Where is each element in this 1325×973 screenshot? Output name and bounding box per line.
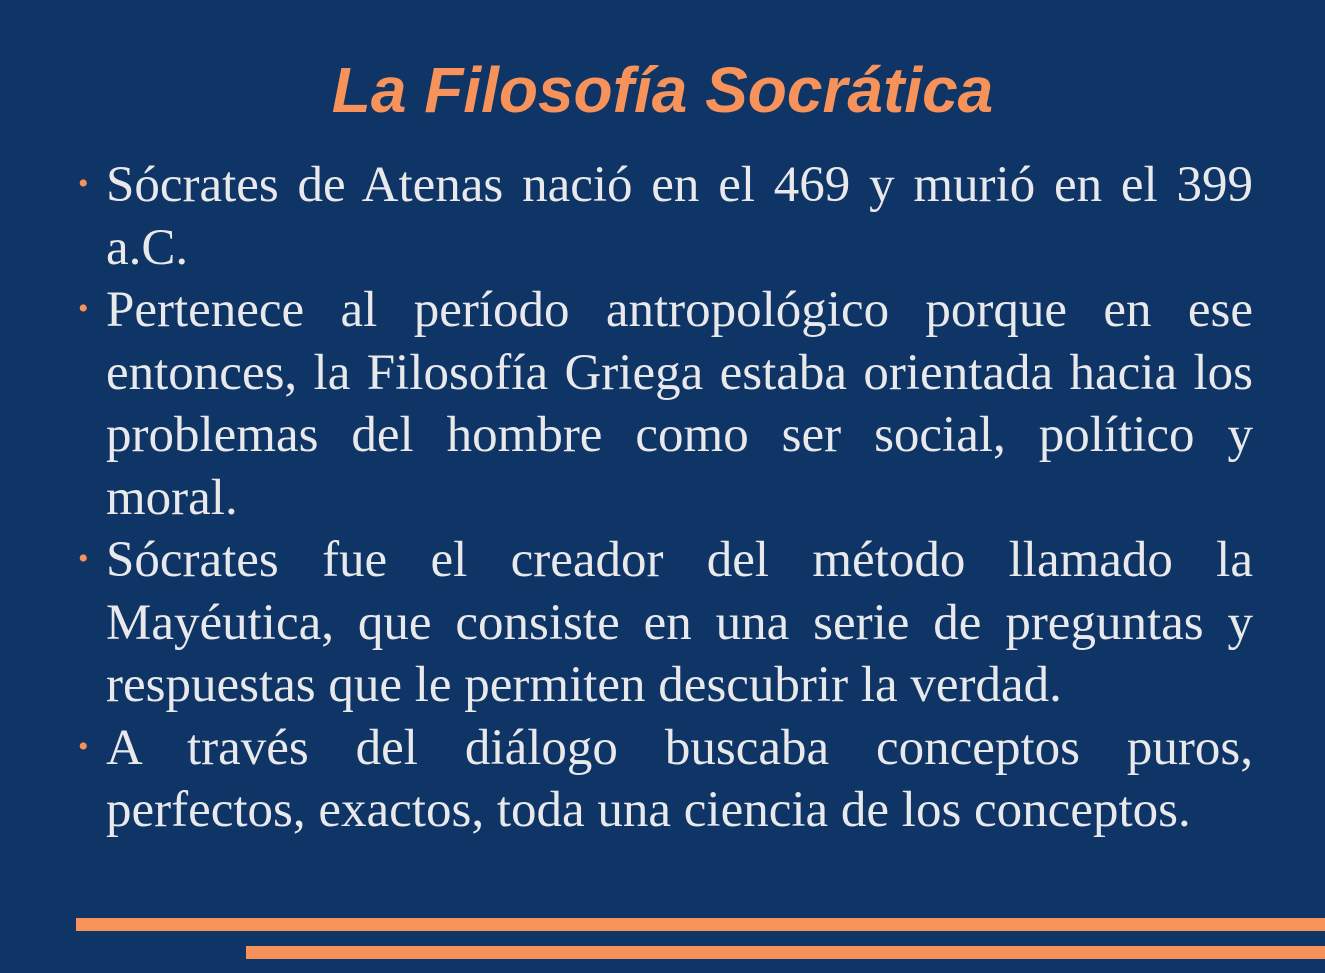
bullet-item <box>78 529 1253 717</box>
decorative-bar-top <box>76 918 1325 931</box>
bullet-text: Sócrates de Atenas nació en el 469 y murió en el 399 a.C. <box>106 157 1253 276</box>
bullet-item <box>78 279 1253 529</box>
bullet-text: A través del diálogo buscaba conceptos puros, perfectos, exactos, toda una ciencia de los conceptos. <box>106 719 1253 838</box>
bullet-icon: • <box>78 729 89 763</box>
bullet-item <box>78 717 1253 842</box>
bullet-icon: • <box>78 292 89 325</box>
bullet-list <box>78 154 1253 842</box>
bullet-text: Pertenece al período antropológico porque en ese entonces, la Filosofía Griega estaba orientada hacia los problemas del hombre como ser social, político y moral. <box>106 282 1253 526</box>
bullet-item <box>78 154 1253 279</box>
slide-title: La Filosofía Socrática <box>331 54 994 126</box>
bullet-text: Sócrates fue el creador del método llamado la Mayéutica, que consiste en una serie de preguntas y respuestas que le permiten descubrir la verdad. <box>106 532 1253 713</box>
bullet-icon: • <box>78 542 89 575</box>
bullet-icon: • <box>78 167 89 200</box>
decorative-bar-bottom <box>246 946 1325 959</box>
